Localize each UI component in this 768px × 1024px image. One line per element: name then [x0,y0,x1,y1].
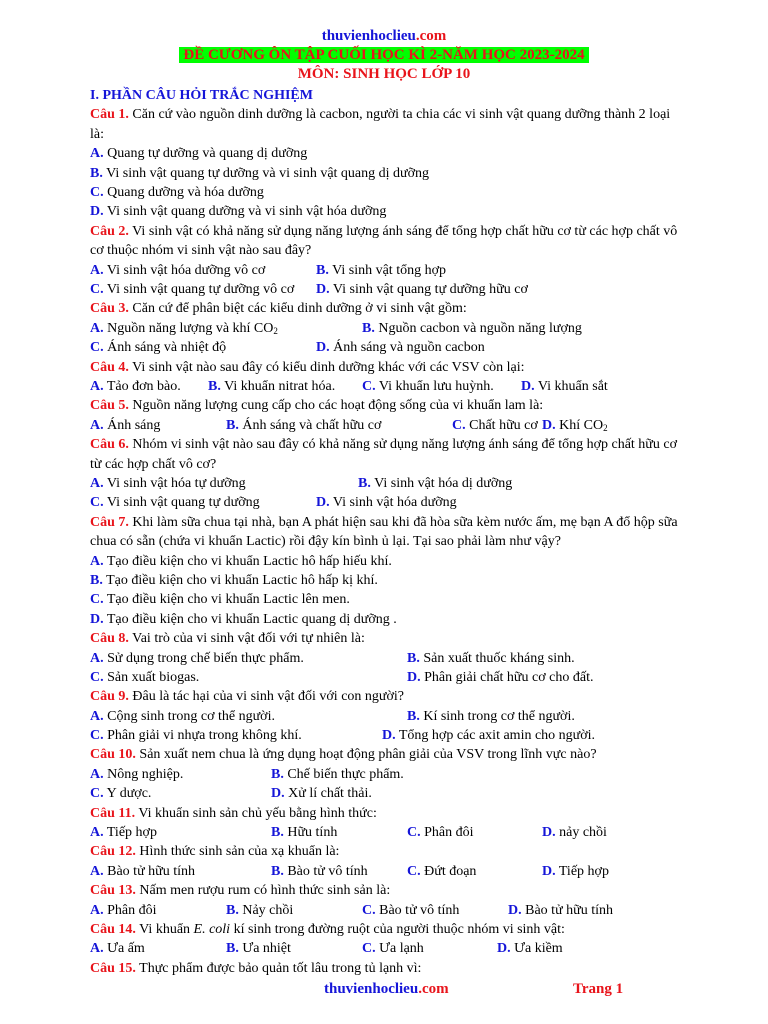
question-body: Vai trò của vi sinh vật đối với tự nhiên là: [128,631,365,647]
answer-option [90,552,392,571]
answer-key: B. [271,825,284,841]
answer-option [90,707,275,726]
answer-option [358,474,512,493]
question-text [90,435,685,474]
section-heading: I. PHẦN CÂU HỎI TRẮC NGHIỆM [90,88,313,103]
question-body: Nguồn năng lượng cung cấp cho các hoạt động sống của vi khuẩn lam là: [128,398,544,414]
answer-text: Ưa lạnh [375,941,424,957]
answer-key: C. [90,340,104,356]
page-number: Trang 1 [573,981,624,997]
question-body: Vi sinh vật có khả năng sử dụng năng lượng ánh sáng để tổng hợp chất hữu cơ từ các hợp chất vô cơ thuộc nhóm vi sinh vật nào sau đây? [90,223,678,259]
answer-text: Vi khuẩn nitrat hóa. [220,378,336,394]
answer-key: C. [90,184,104,200]
answer-option [407,649,575,668]
question-label: Câu 14. [90,922,136,938]
answer-key: D. [316,340,330,356]
answer-option [90,862,195,881]
answer-key: A. [90,941,104,957]
answer-key: C. [90,669,104,685]
question-label: Câu 15. [90,960,136,976]
question-text [90,745,685,764]
answer-option [542,416,608,435]
answer-option [362,939,424,958]
question-label: Câu 7. [90,514,129,530]
answer-text: Ưa nhiệt [238,941,291,957]
answer-text: Nảy chồi [238,902,294,918]
footer-site-name [324,981,449,998]
question-label: Câu 3. [90,301,129,317]
answer-text: Vi sinh vật hóa dưỡng vô cơ [103,262,266,278]
answer-row [90,668,685,687]
answer-text: Sản xuất thuốc kháng sinh. [419,650,575,666]
answer-text: Đứt đoạn [420,863,477,879]
answer-text: Vi sinh vật tổng hợp [328,262,446,278]
answer-text: Vi sinh vật quang tự dưỡng và vi sinh vật quang dị dưỡng [102,165,430,181]
answer-option [90,416,160,435]
answer-row [90,319,685,338]
answer-key: C. [362,902,376,918]
answer-option [90,144,307,163]
answer-row [90,707,685,726]
answer-option [271,862,368,881]
answer-text: Vi sinh vật hóa dưỡng [329,495,457,511]
footer-site-name-main: thuvienhoclieu [324,981,419,997]
answer-text: Phân giải vi nhựa trong không khí. [103,728,302,744]
answer-text: Kí sinh trong cơ thể người. [419,708,575,724]
answer-text: Ưa ấm [103,941,145,957]
answer-key: A. [90,417,104,433]
answer-key: A. [90,146,104,162]
answer-text: Bào tử vô tính [375,902,460,918]
answer-key: B. [407,650,420,666]
question-text [90,358,685,377]
question-body: Khi làm sữa chua tại nhà, bạn A phát hiện sau khi đã hòa sữa kèm nước ấm, mẹ bạn A đổ hộp sữa chua có sẵn (chứa vi khuẩn Lactic) rồi đậy kín bình ủ lại. Tại sao phải làm như vậy? [90,514,678,550]
question-label: Câu 1. [90,107,129,123]
answer-key: B. [271,863,284,879]
answer-option [90,338,226,357]
answer-option [90,164,429,183]
answer-key: A. [90,825,104,841]
answer-row [90,901,685,920]
answer-text: Vi sinh vật quang dưỡng và vi sinh vật hóa dưỡng [103,204,387,220]
answer-key: D. [407,669,421,685]
answer-text: Phân đôi [420,825,474,841]
answer-row [90,474,685,493]
answer-option [271,765,404,784]
answer-text: Ánh sáng và nguồn cacbon [329,340,485,356]
question-label: Câu 4. [90,359,129,375]
question-label: Câu 13. [90,883,136,899]
answer-key: D. [316,495,330,511]
answer-row [90,338,685,357]
answer-option [226,416,381,435]
question-body-continued: kí sinh trong đường ruột của người thuộc nhóm vi sinh vật: [230,922,565,938]
answer-option [90,202,386,221]
answer-text: Sản xuất biogas. [103,669,200,685]
answer-option [90,474,246,493]
question-text [90,842,685,861]
question-body: Đâu là tác hại của vi sinh vật đối với con người? [128,689,405,705]
answer-option [90,784,151,803]
answer-text: Quang dưỡng và hóa dưỡng [103,184,264,200]
question-body: Vi khuẩn sinh sản chủ yếu bằng hình thức: [135,805,377,821]
answer-option [407,707,575,726]
answer-option [508,901,613,920]
answer-option [90,319,278,338]
answer-text: Ánh sáng và nhiệt độ [103,340,227,356]
answer-option [316,261,446,280]
document-title-text: ĐỀ CƯƠNG ÔN TẬP CUỐI HỌC KÌ 2-NĂM HỌC 2023-2024 [179,47,588,63]
answer-key: C. [90,495,104,511]
document-content [90,86,685,978]
answer-option [90,377,181,396]
answer-option [90,571,378,590]
answer-text: Tạo điều kiện cho vi khuẩn Lactic lên men. [103,592,350,608]
answer-key: A. [90,378,104,394]
answer-row [90,416,685,435]
answer-key: C. [90,592,104,608]
answer-option [90,649,304,668]
answer-key: C. [407,825,421,841]
answer-key: C. [90,728,104,744]
answer-key: D. [521,378,535,394]
question-label: Câu 11. [90,805,136,821]
question-body: Vi khuẩn [135,922,194,938]
answer-text: Phân giải chất hữu cơ cho đất. [420,669,594,685]
question-label: Câu 6. [90,437,129,453]
answer-text: Tiếp hợp [555,863,609,879]
answer-text: Bào tử hữu tính [103,863,196,879]
answer-text: Tạo điều kiện cho vi khuẩn Lactic quang dị dưỡng . [103,611,397,627]
answer-row [90,939,685,958]
answer-row [90,610,685,629]
answer-text: Chất hữu cơ [465,417,538,433]
question-body: Hình thức sinh sản của xạ khuẩn là: [135,844,340,860]
answer-option [90,901,157,920]
answer-key: B. [271,766,284,782]
answer-option [90,668,199,687]
answer-text: Nguồn cacbon và nguồn năng lượng [374,320,582,336]
answer-subscript: 2 [603,422,608,433]
answer-key: B. [362,320,375,336]
answer-text: Vi sinh vật quang tự dưỡng hữu cơ [329,281,528,297]
answer-text: Phân đôi [103,902,157,918]
answer-option [407,862,476,881]
answer-row [90,183,685,202]
answer-option [316,280,528,299]
header-site-name [0,28,768,45]
answer-option [362,319,582,338]
question-label: Câu 10. [90,747,136,763]
answer-row [90,590,685,609]
answer-option [208,377,335,396]
answer-text: Ánh sáng và chất hữu cơ [238,417,382,433]
answer-option [362,901,459,920]
answer-row [90,649,685,668]
answer-key: C. [362,378,376,394]
answer-option [316,338,485,357]
answer-key: A. [90,320,104,336]
answer-key: D. [90,204,104,220]
header-site-name-domain: .com [415,28,447,44]
answer-key: D. [542,825,556,841]
answer-key: D. [542,863,556,879]
answer-key: B. [316,262,329,278]
answer-key: C. [407,863,421,879]
answer-row [90,261,685,280]
answer-key: D. [316,281,330,297]
answer-row [90,726,685,745]
answer-row [90,202,685,221]
question-text [90,804,685,823]
answer-option [271,823,337,842]
answer-option [542,862,609,881]
answer-key: C. [362,941,376,957]
answer-text: Vi khuẩn sắt [534,378,608,394]
answer-key: A. [90,902,104,918]
question-body: Thực phẩm được bảo quản tốt lâu trong tủ lạnh vì: [135,960,422,976]
answer-option [452,416,538,435]
answer-text: Cộng sinh trong cơ thể người. [103,708,275,724]
answer-option [497,939,563,958]
answer-text: Tạo điều kiện cho vi khuẩn Lactic hô hấp kị khí. [102,572,378,588]
header-site-name-main: thuvienhoclieu [321,28,416,44]
footer-site-name-domain: .com [418,981,449,997]
question-label: Câu 9. [90,689,129,705]
answer-text: Vi sinh vật quang tự dưỡng vô cơ [103,281,295,297]
answer-row [90,571,685,590]
question-text [90,881,685,900]
answer-key: A. [90,650,104,666]
answer-text: Bào tử hữu tính [521,902,614,918]
question-text [90,105,685,144]
answer-key: A. [90,475,104,491]
subject-title: MÔN: SINH HỌC LỚP 10 [297,66,471,82]
question-text [90,222,685,261]
question-body: Sản xuất nem chua là ứng dụng hoạt động phân giải của VSV trong lĩnh vực nào? [135,747,597,763]
answer-key: A. [90,262,104,278]
answer-option [226,901,293,920]
answer-text: Khí CO [555,417,604,433]
answer-text: Vi sinh vật hóa tự dưỡng [103,475,246,491]
answer-option [90,939,145,958]
answer-key: D. [271,786,285,802]
question-text [90,513,685,552]
answer-text: Vi sinh vật hóa dị dưỡng [370,475,513,491]
answer-text: Chế biến thực phẩm. [283,766,404,782]
answer-option [90,823,157,842]
answer-option [316,493,457,512]
answer-key: D. [90,611,104,627]
answer-key: B. [226,902,239,918]
question-label: Câu 8. [90,631,129,647]
answer-text: Tiếp hợp [103,825,157,841]
answer-option [521,377,608,396]
answer-row [90,377,685,396]
answer-row [90,823,685,842]
answer-row [90,280,685,299]
answer-text: Hữu tính [283,825,338,841]
answer-option [271,784,372,803]
answer-row [90,493,685,512]
answer-row [90,552,685,571]
answer-option [90,726,302,745]
question-label: Câu 12. [90,844,136,860]
question-text [90,920,685,939]
answer-key: B. [407,708,420,724]
question-body: Căn cứ để phân biệt các kiểu dinh dưỡng ở vi sinh vật gồm: [128,301,467,317]
answer-option [407,823,474,842]
answer-key: D. [497,941,511,957]
question-text [90,687,685,706]
answer-key: A. [90,708,104,724]
answer-subscript: 2 [273,325,278,336]
answer-key: A. [90,766,104,782]
answer-text: Vi khuẩn lưu huỳnh. [375,378,494,394]
question-body: Nhóm vi sinh vật nào sau đây có khả năng sử dụng năng lượng ánh sáng để tổng hợp chất hữu cơ từ các hợp chất vô cơ? [90,437,678,472]
answer-option [226,939,291,958]
answer-key: B. [226,941,239,957]
answer-key: D. [508,902,522,918]
answer-text: Nông nghiệp. [103,766,184,782]
question-label: Câu 5. [90,398,129,414]
answer-row [90,164,685,183]
question-text [90,299,685,318]
answer-option [382,726,595,745]
answer-key: B. [208,378,221,394]
answer-option [90,765,183,784]
answer-key: D. [542,417,556,433]
answer-key: C. [90,786,104,802]
question-label: Câu 2. [90,223,129,239]
answer-key: B. [90,165,103,181]
answer-key: D. [382,728,396,744]
answer-text: Sử dụng trong chế biến thực phẩm. [103,650,304,666]
answer-key: A. [90,863,104,879]
answer-text: Tảo đơn bào. [103,378,181,394]
document-title [0,46,768,65]
answer-text: Y dược. [103,786,152,802]
answer-text: Vi sinh vật quang tự dưỡng [103,495,260,511]
question-italic-term: E. coli [193,922,231,938]
answer-key: C. [452,417,466,433]
answer-option [407,668,593,687]
answer-row [90,765,685,784]
answer-text: Quang tự dưỡng và quang dị dưỡng [103,146,308,162]
answer-text: Ánh sáng [103,417,161,433]
question-text [90,629,685,648]
answer-key: B. [358,475,371,491]
answer-text: Xử lí chất thải. [284,786,372,802]
question-body: Nấm men rượu rum có hình thức sinh sản là: [135,883,391,899]
answer-row [90,784,685,803]
answer-key: C. [90,281,104,297]
answer-key: B. [226,417,239,433]
answer-option [90,590,350,609]
answer-text: Nguồn năng lượng và khí CO [103,320,274,336]
answer-key: B. [90,572,103,588]
answer-text: Ưa kiềm [510,941,563,957]
answer-text: Bào tử vô tính [283,863,368,879]
answer-row [90,144,685,163]
answer-option [90,610,397,629]
answer-option [90,183,264,202]
question-body: Căn cứ vào nguồn dinh dưỡng là cacbon, người ta chia các vi sinh vật quang dưỡng thành 2 loại là: [90,107,671,142]
question-text [90,396,685,415]
answer-row [90,862,685,881]
answer-text: Tổng hợp các axit amin cho người. [395,728,596,744]
question-text [90,959,685,978]
answer-option [90,280,294,299]
answer-key: A. [90,553,104,569]
answer-option [542,823,607,842]
answer-option [362,377,494,396]
answer-text: Tạo điều kiện cho vi khuẩn Lactic hô hấp hiếu khí. [103,553,392,569]
answer-option [90,493,260,512]
answer-text: nảy chồi [555,825,607,841]
answer-option [90,261,265,280]
question-body: Vi sinh vật nào sau đây có kiểu dinh dưỡng khác với các VSV còn lại: [128,359,525,375]
